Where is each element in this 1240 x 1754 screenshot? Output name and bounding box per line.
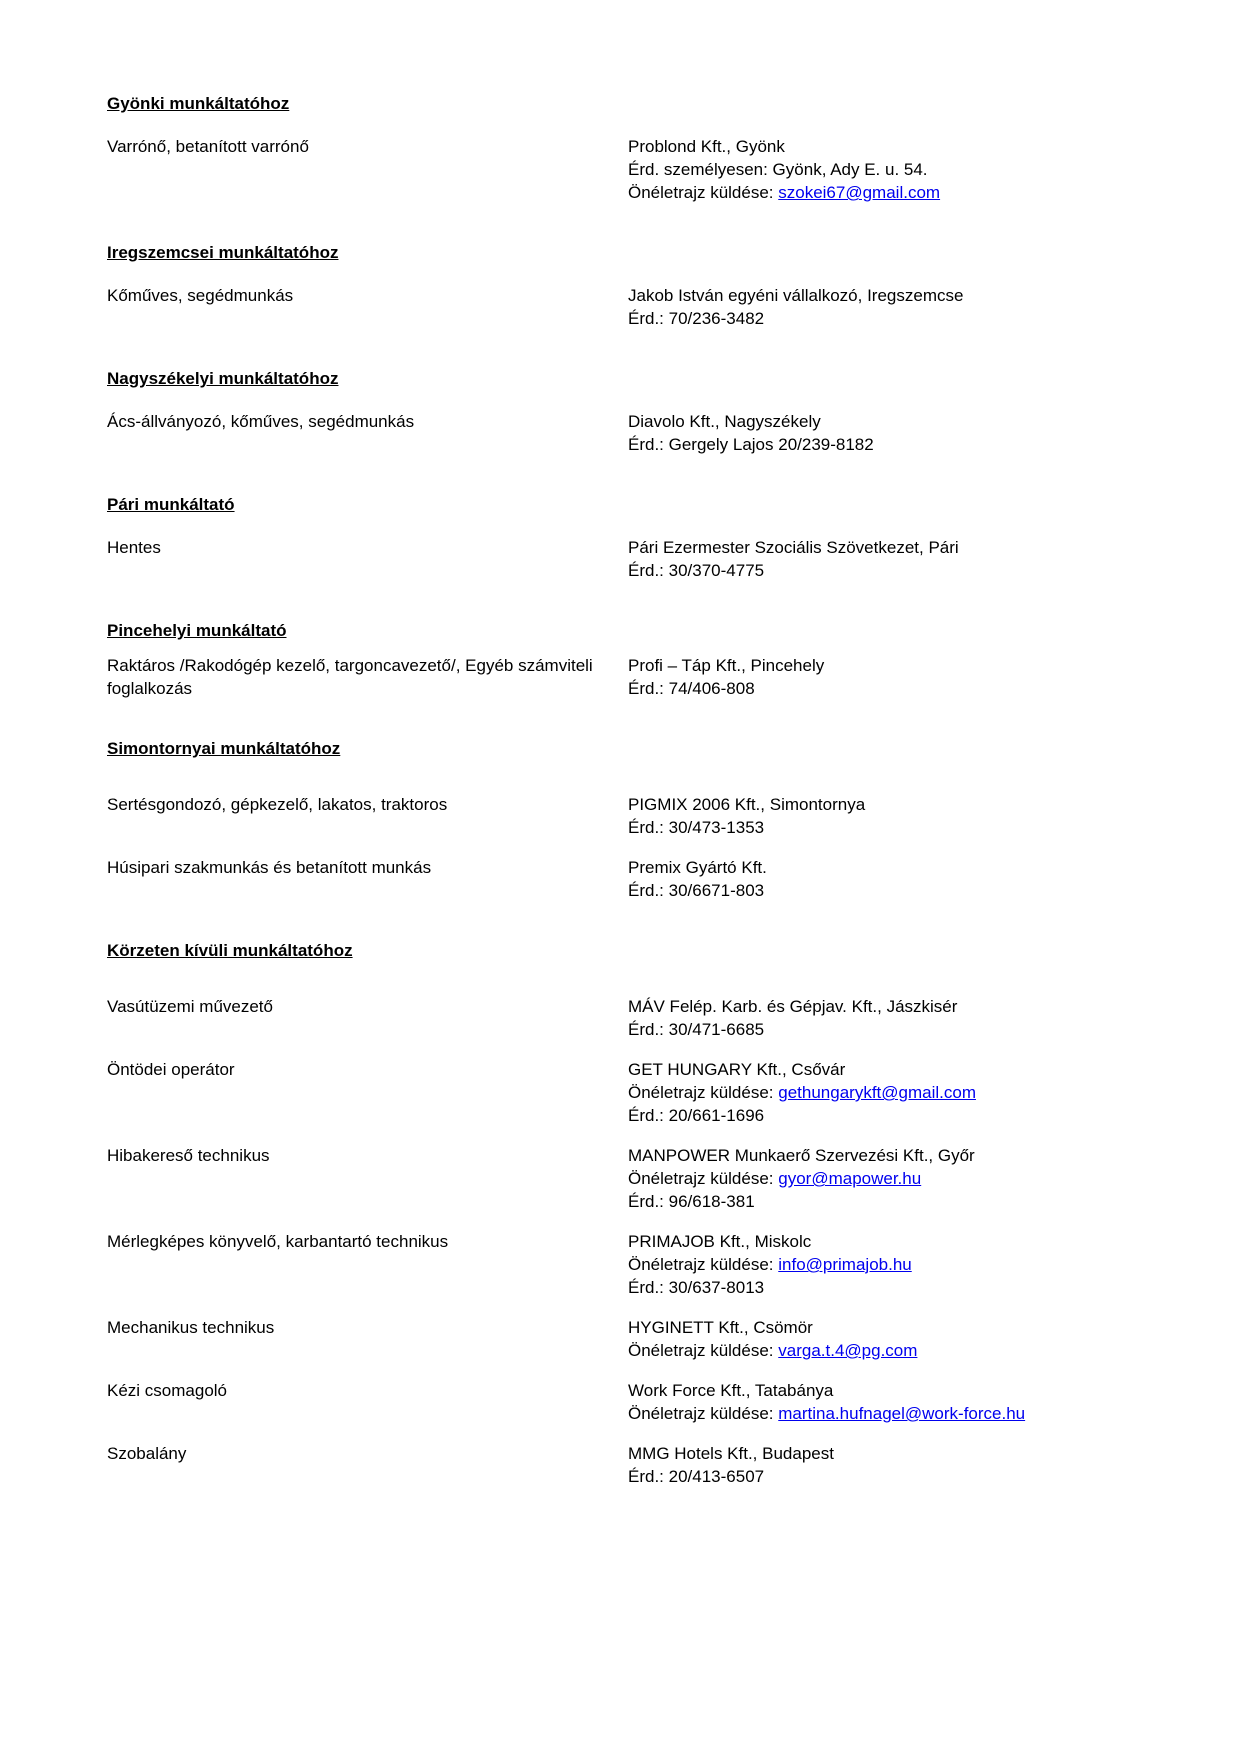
company-info <box>628 410 1180 456</box>
job-entry <box>107 1058 1180 1127</box>
job-entry <box>107 1442 1180 1488</box>
company-line: Profi – Táp Kft., Pincehely <box>628 656 825 675</box>
company-line: Problond Kft., Gyönk <box>628 137 785 156</box>
job-entry <box>107 654 1180 700</box>
company-line: Jakob István egyéni vállalkozó, Iregszemcse <box>628 286 964 305</box>
job-title: Varrónő, betanított varrónő <box>107 137 309 156</box>
cv-label: Önéletrajz küldése: <box>628 183 779 202</box>
company-info <box>628 284 1180 330</box>
company-line: Érd.: Gergely Lajos 20/239-8182 <box>628 435 874 454</box>
company-info <box>628 1316 1180 1362</box>
company-line: Érd.: 96/618-381 <box>628 1192 755 1211</box>
company-info <box>628 1058 1180 1127</box>
job-entry <box>107 1230 1180 1299</box>
company-line: Érd.: 30/471-6685 <box>628 1020 765 1039</box>
section-title: Körzeten kívüli munkáltatóhoz <box>107 941 353 960</box>
cv-label: Önéletrajz küldése: <box>628 1404 779 1423</box>
company-line <box>628 1167 1180 1190</box>
job-title: Hibakereső technikus <box>107 1146 270 1165</box>
job-title: Kőműves, segédmunkás <box>107 286 294 305</box>
company-line: Érd.: 74/406-808 <box>628 679 755 698</box>
job-entry <box>107 793 1180 839</box>
job-entry <box>107 1379 1180 1425</box>
job-title: Szobalány <box>107 1444 187 1463</box>
job-title: Hentes <box>107 538 161 557</box>
company-info <box>628 1442 1180 1488</box>
company-line: Érd. személyesen: Gyönk, Ady E. u. 54. <box>628 160 928 179</box>
company-info <box>628 135 1180 204</box>
company-line: Érd.: 30/370-4775 <box>628 561 765 580</box>
company-line <box>628 1081 1180 1104</box>
company-line: MANPOWER Munkaerő Szervezési Kft., Győr <box>628 1146 975 1165</box>
company-line: MMG Hotels Kft., Budapest <box>628 1444 834 1463</box>
section-title: Iregszemcsei munkáltatóhoz <box>107 243 339 262</box>
company-info <box>628 1379 1180 1425</box>
company-line: Érd.: 30/6671-803 <box>628 881 765 900</box>
email-link[interactable]: varga.t.4@pg.com <box>778 1341 918 1360</box>
section-title: Gyönki munkáltatóhoz <box>107 94 290 113</box>
company-line <box>628 1253 1180 1276</box>
company-info <box>628 995 1180 1041</box>
company-info <box>628 1144 1180 1213</box>
job-title: Öntödei operátor <box>107 1060 235 1079</box>
company-line: Pári Ezermester Szociális Szövetkezet, Pári <box>628 538 959 557</box>
job-title: Húsipari szakmunkás és betanított munkás <box>107 858 432 877</box>
job-title: Mechanikus technikus <box>107 1318 275 1337</box>
company-line: PRIMAJOB Kft., Miskolc <box>628 1232 812 1251</box>
section-title: Simontornyai munkáltatóhoz <box>107 739 341 758</box>
company-line: Premix Gyártó Kft. <box>628 858 767 877</box>
job-title: Raktáros /Rakodógép kezelő, targoncavezető/, Egyéb számviteli foglalkozás <box>107 656 593 698</box>
company-info <box>628 856 1180 902</box>
section-title: Pári munkáltató <box>107 495 235 514</box>
section-korzeten-kivuli <box>107 919 1180 1488</box>
cv-label: Önéletrajz küldése: <box>628 1341 779 1360</box>
job-entry <box>107 284 1180 330</box>
section-title: Nagyszékelyi munkáltatóhoz <box>107 369 339 388</box>
section-title: Pincehelyi munkáltató <box>107 621 287 640</box>
section-pari <box>107 473 1180 582</box>
company-line: PIGMIX 2006 Kft., Simontornya <box>628 795 866 814</box>
job-entry <box>107 856 1180 902</box>
section-iregszemcse <box>107 221 1180 330</box>
company-info <box>628 1230 1180 1299</box>
company-line: Érd.: 20/661-1696 <box>628 1106 765 1125</box>
job-entry <box>107 410 1180 456</box>
company-line <box>628 1339 1180 1362</box>
email-link[interactable]: info@primajob.hu <box>778 1255 912 1274</box>
company-line: Érd.: 70/236-3482 <box>628 309 765 328</box>
company-line: Érd.: 20/413-6507 <box>628 1467 765 1486</box>
job-entry <box>107 1316 1180 1362</box>
section-nagyszekely <box>107 347 1180 456</box>
company-line: Érd.: 30/637-8013 <box>628 1278 765 1297</box>
company-line <box>628 1402 1180 1425</box>
job-title: Sertésgondozó, gépkezelő, lakatos, traktoros <box>107 795 448 814</box>
company-line: Érd.: 30/473-1353 <box>628 818 765 837</box>
job-entry <box>107 1144 1180 1213</box>
job-title: Ács-állványozó, kőműves, segédmunkás <box>107 412 415 431</box>
section-gyonk <box>107 92 1180 204</box>
email-link[interactable]: martina.hufnagel@work-force.hu <box>778 1404 1026 1423</box>
company-info <box>628 536 1180 582</box>
company-line: MÁV Felép. Karb. és Gépjav. Kft., Jászkisér <box>628 997 958 1016</box>
section-pincehely <box>107 599 1180 700</box>
email-link[interactable]: gyor@mapower.hu <box>778 1169 922 1188</box>
cv-label: Önéletrajz küldése: <box>628 1255 779 1274</box>
email-link[interactable]: szokei67@gmail.com <box>778 183 941 202</box>
job-title: Kézi csomagoló <box>107 1381 228 1400</box>
cv-label: Önéletrajz küldése: <box>628 1169 779 1188</box>
job-entry <box>107 995 1180 1041</box>
company-line: Work Force Kft., Tatabánya <box>628 1381 834 1400</box>
company-info <box>628 793 1180 839</box>
cv-label: Önéletrajz küldése: <box>628 1083 779 1102</box>
job-title: Vasútüzemi művezető <box>107 997 273 1016</box>
company-line <box>628 181 1180 204</box>
company-line: HYGINETT Kft., Csömör <box>628 1318 813 1337</box>
section-simontornya <box>107 717 1180 902</box>
job-entry <box>107 135 1180 204</box>
email-link[interactable]: gethungarykft@gmail.com <box>778 1083 976 1102</box>
job-entry <box>107 536 1180 582</box>
company-line: GET HUNGARY Kft., Csővár <box>628 1060 846 1079</box>
company-info <box>628 654 1180 700</box>
company-line: Diavolo Kft., Nagyszékely <box>628 412 821 431</box>
job-title: Mérlegképes könyvelő, karbantartó technikus <box>107 1232 449 1251</box>
